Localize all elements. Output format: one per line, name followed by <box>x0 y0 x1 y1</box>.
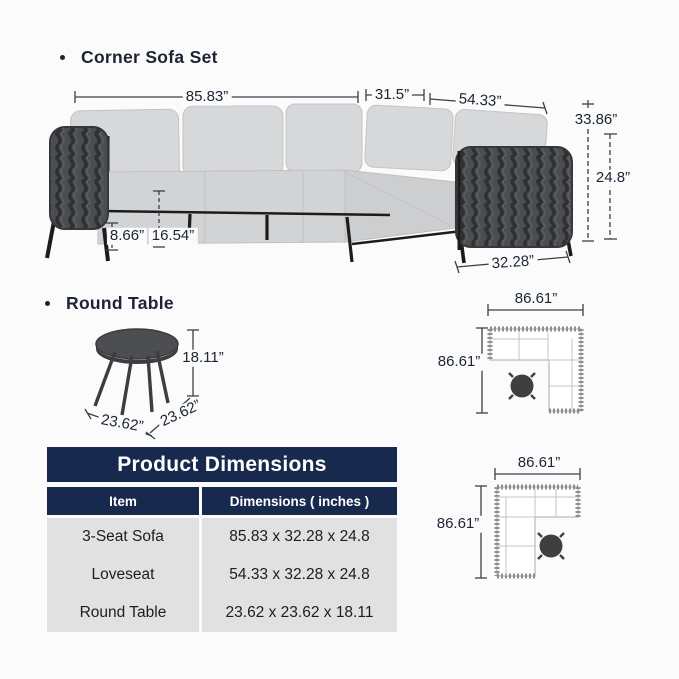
table-header-row <box>47 487 397 515</box>
product-dimensions-table <box>47 447 397 632</box>
table-cell-item: Loveseat <box>91 566 155 583</box>
right-arm-woven-panel <box>456 147 572 250</box>
table-cell-item: Round Table <box>79 604 167 621</box>
dim-frame-height: 8.66” <box>107 228 147 245</box>
dim-layout1-width: 86.61” <box>512 291 561 308</box>
dim-arm-height: 24.8” <box>593 170 633 187</box>
table-body <box>47 518 397 632</box>
dim-layout1-depth: 86.61” <box>435 354 484 371</box>
dim-seat-height: 16.54” <box>149 228 198 245</box>
dim-sofa-total-width: 85.83” <box>183 89 232 106</box>
round-table-illustration <box>95 329 178 415</box>
section-title: Corner Sofa Set <box>81 47 218 67</box>
column-header-dimensions: Dimensions ( inches ) <box>202 487 397 515</box>
section-title: Round Table <box>66 293 174 313</box>
dim-sofa-depth: 32.28” <box>488 253 538 273</box>
dim-loveseat-width: 54.33” <box>455 91 505 111</box>
table-cell-dimensions: 54.33 x 32.28 x 24.8 <box>229 566 370 583</box>
dim-layout2-depth: 86.61” <box>434 516 483 533</box>
table-cell-dimensions: 23.62 x 23.62 x 18.11 <box>225 604 374 621</box>
dim-table-width: 23.62” <box>97 412 148 437</box>
section-heading-corner-sofa <box>60 47 218 68</box>
table-cell-dimensions: 85.83 x 32.28 x 24.8 <box>229 528 370 545</box>
item-column <box>47 518 199 632</box>
section-heading-round-table <box>45 293 174 314</box>
dim-table-height: 18.11” <box>179 350 226 367</box>
table-cell-item: 3-Seat Sofa <box>82 528 164 545</box>
bullet-icon <box>45 301 50 306</box>
top-view-layout-2 <box>497 487 578 576</box>
table-top-view <box>540 535 563 558</box>
table-top-view <box>511 375 534 398</box>
dim-table-depth: 23.62” <box>156 396 207 431</box>
left-arm-woven-panel <box>50 127 108 229</box>
dim-layout2-width: 86.61” <box>515 455 564 472</box>
dim-back-height: 33.86” <box>572 112 621 129</box>
top-view-layout-1 <box>490 329 581 411</box>
bullet-icon <box>60 55 65 60</box>
dimensions-column <box>202 518 397 632</box>
table-title: Product Dimensions <box>47 447 397 482</box>
column-header-item: Item <box>47 487 199 515</box>
dim-sofa-corner-width: 31.5” <box>372 87 412 104</box>
